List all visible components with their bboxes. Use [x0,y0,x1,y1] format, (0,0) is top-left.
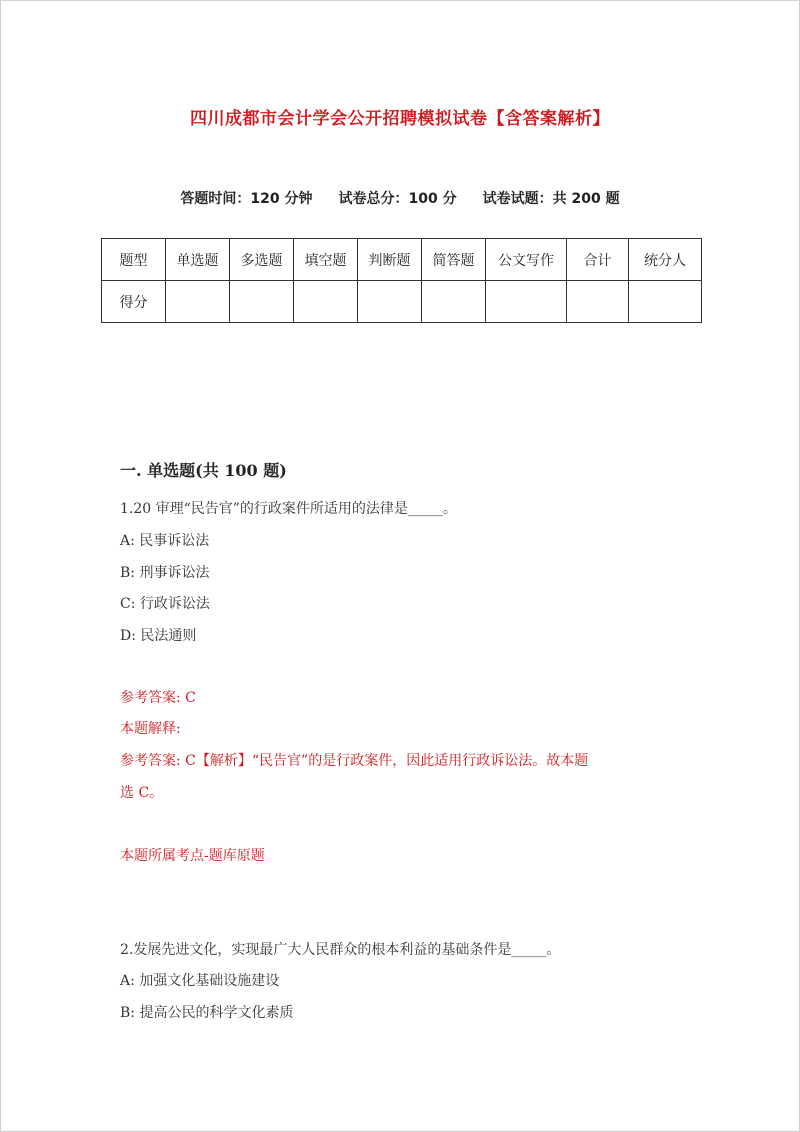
score-cell [294,281,358,323]
score-cell [629,281,702,323]
header-cell-total: 合计 [567,239,629,281]
score-cell [567,281,629,323]
score-cell [486,281,567,323]
score-row-label: 得分 [102,281,166,323]
section-title: 一. 单选题(共 100 题) [120,461,287,480]
exam-question-count: 试卷试题：共 200 题 [482,191,620,207]
question-1-explanation-line1: 参考答案: C【解析】“民告官”的是行政案件，因此适用行政诉讼法。故本题 [120,753,589,769]
score-table-score-row [102,281,702,323]
question-1-explain-label: 本题解释: [120,721,181,737]
question-1-option-b: B: 刑事诉讼法 [120,565,210,581]
score-cell [230,281,294,323]
score-cell [358,281,422,323]
question-2-stem: 2.发展先进文化，实现最广大人民群众的根本利益的基础条件是_____。 [120,942,561,958]
score-cell [422,281,486,323]
header-cell-writing: 公文写作 [486,239,567,281]
score-cell [166,281,230,323]
exam-total-score: 试卷总分：100 分 [338,191,457,207]
exam-time: 答题时间：120 分钟 [180,191,313,207]
question-1-explanation-line2: 选 C。 [120,785,164,801]
question-1-option-c: C: 行政诉讼法 [120,596,210,612]
question-1-stem: 1.20 审理“民告官”的行政案件所适用的法律是_____。 [120,501,457,517]
question-2-option-a: A: 加强文化基础设施建设 [120,973,280,989]
header-cell-judge: 判断题 [358,239,422,281]
header-cell-scorer: 统分人 [629,239,702,281]
question-1-option-d: D: 民法通则 [120,628,197,644]
header-cell-type: 题型 [102,239,166,281]
score-table-header-row [102,239,702,281]
question-1-source: 本题所属考点-题库原题 [120,848,265,864]
header-cell-fill: 填空题 [294,239,358,281]
score-table [101,238,702,323]
question-2-option-b: B: 提高公民的科学文化素质 [120,1005,294,1021]
header-cell-multi: 多选题 [230,239,294,281]
question-1-option-a: A: 民事诉讼法 [120,533,210,549]
header-cell-single: 单选题 [166,239,230,281]
exam-meta [0,188,800,208]
header-cell-short: 简答题 [422,239,486,281]
document-title: 四川成都市会计学会公开招聘模拟试卷【含答案解析】 [190,109,610,129]
question-1-answer: 参考答案: C [120,690,196,706]
